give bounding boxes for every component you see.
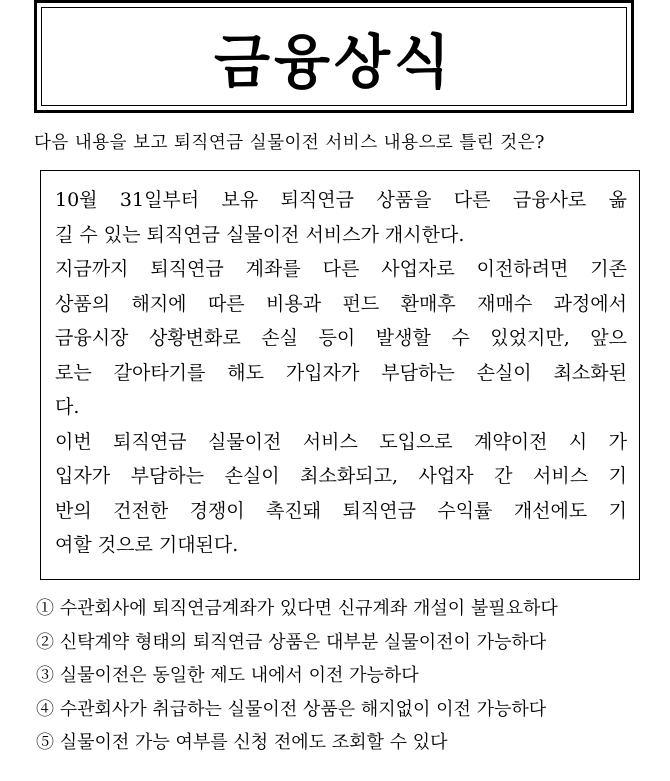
passage-line: 입자가 부담하는 손실이 최소화되고, 사업자 간 서비스 기 (55, 465, 627, 487)
passage-line: 이번 퇴직연금 실물이전 서비스 도입으로 계약이전 시 가 (55, 430, 627, 453)
passage-line: 길 수 있는 퇴직연금 실물이전 서비스가 개시한다. (55, 223, 465, 246)
passage-line: 상품의 해지에 따른 비용과 펀드 환매후 재매수 과정에서 (55, 292, 627, 315)
answer-option-4[interactable]: ④ 수관회사가 취급하는 실물이전 상품은 해지없이 이전 가능하다 (36, 698, 547, 720)
answer-option-1[interactable]: ① 수관회사에 퇴직연금계좌가 있다면 신규계좌 개설이 불필요하다 (36, 598, 558, 619)
passage-line: 로는 갈아타기를 해도 가입자가 부담하는 손실이 최소화된 (55, 361, 627, 384)
answer-options (36, 592, 656, 760)
question-text: 다음 내용을 보고 퇴직연금 실물이전 서비스 내용으로 틀린 것은? (34, 133, 545, 153)
page-title: 금융상식 (213, 27, 455, 96)
title-box (34, 0, 634, 113)
passage-line: 여할 것으로 기대된다. (55, 534, 239, 556)
answer-option-5[interactable]: ⑤ 실물이전 가능 여부를 신청 전에도 조회할 수 있다 (36, 732, 448, 753)
title-inner-frame (41, 7, 627, 106)
answer-option-3[interactable]: ③ 실물이전은 동일한 제도 내에서 이전 가능하다 (36, 665, 419, 686)
answer-option-2[interactable]: ② 신탁계약 형태의 퇴직연금 상품은 대부분 실물이전이 가능하다 (36, 631, 547, 653)
passage-line: 다. (55, 396, 80, 418)
passage-box (40, 170, 640, 580)
passage-line: 반의 건전한 경쟁이 촉진돼 퇴직연금 수익률 개선에도 기 (55, 499, 627, 522)
passage-line: 10월 31일부터 보유 퇴직연금 상품을 다른 금융사로 옮 (55, 189, 627, 211)
passage-line: 지금까지 퇴직연금 계좌를 다른 사업자로 이전하려면 기존 (55, 258, 627, 280)
passage-line: 금융시장 상황변화로 손실 등이 발생할 수 있었지만, 앞으 (55, 327, 627, 349)
